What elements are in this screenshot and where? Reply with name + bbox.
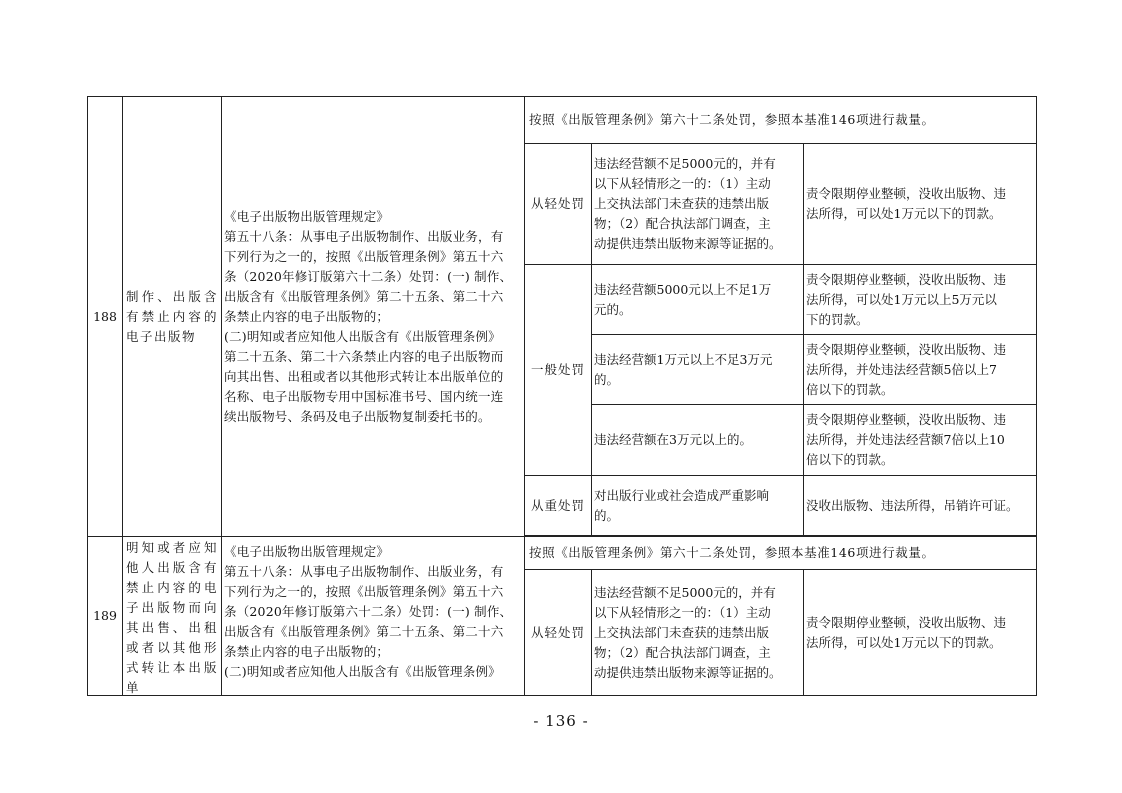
violation-condition: 违法经营额不足5000元的，并有 以下从轻情形之一的：（1）主动 上交执法部门未查获的违禁出版 物；（2）配合执法部门调查，主 动提供违禁出版物来源等证据的。 bbox=[592, 144, 804, 265]
penalty-measure: 责令限期停业整顿，没收出版物、违 法所得，并处违法经营额7倍以上10 倍以下的罚款。 bbox=[804, 405, 1037, 476]
penalty-measure: 没收出版物、违法所得，吊销许可证。 bbox=[804, 476, 1037, 536]
violation-name: 制作、出版含有禁止内容的电子出版物 bbox=[123, 97, 222, 537]
penalty-category: 从重处罚 bbox=[525, 476, 592, 536]
penalty-standards-table bbox=[87, 96, 1037, 696]
penalty-rule: 按照《出版管理条例》第六十二条处罚，参照本基准146项进行裁量。 bbox=[525, 97, 1037, 144]
violation-condition: 违法经营额在3万元以上的。 bbox=[592, 405, 804, 476]
table-row bbox=[88, 537, 1037, 570]
violation-condition: 违法经营额1万元以上不足3万元 的。 bbox=[592, 335, 804, 405]
penalty-category: 从轻处罚 bbox=[525, 570, 592, 696]
penalty-category: 从轻处罚 bbox=[525, 144, 592, 265]
penalty-measure: 责令限期停业整顿，没收出版物、违 法所得，可以处1万元以下的罚款。 bbox=[804, 144, 1037, 265]
penalty-measure: 责令限期停业整顿，没收出版物、违 法所得，可以处1万元以上5万元以 下的罚款。 bbox=[804, 265, 1037, 335]
legal-basis: 《电子出版物出版管理规定》 第五十八条：从事电子出版物制作、出版业务，有 下列行为之一的，按照《出版管理条例》第五十六 条（2020年修订版第六十二条）处罚：(一) 制作、 出版含有《出版管理条例》第二十五条、第二十六 条禁止内容的电子出版物的； (二)明知或者应知他人出版含有《出版管理条例》 第二十五条、第二十六条禁止内容的电子出版物而 向其出售、出租或者以其他形式转让本出版单位的 名称、电子出版物专用中国标准书号、国内统一连 续出版物号、条码及电子出版物复制委托书的。 bbox=[222, 97, 525, 537]
page-number: - 136 - bbox=[533, 712, 589, 730]
item-number: 189 bbox=[88, 537, 123, 696]
penalty-measure: 责令限期停业整顿，没收出版物、违 法所得，并处违法经营额5倍以上7 倍以下的罚款。 bbox=[804, 335, 1037, 405]
penalty-measure: 责令限期停业整顿，没收出版物、违 法所得，可以处1万元以下的罚款。 bbox=[804, 570, 1037, 696]
legal-basis: 《电子出版物出版管理规定》 第五十八条：从事电子出版物制作、出版业务，有 下列行为之一的，按照《出版管理条例》第五十六 条（2020年修订版第六十二条）处罚：(一) 制作、 出版含有《出版管理条例》第二十五条、第二十六 条禁止内容的电子出版物的； (二)明知或者应知他人出版含有《出版管理条例》 bbox=[222, 537, 525, 696]
table-row bbox=[88, 97, 1037, 144]
violation-name: 明知或者应知他人出版含有禁止内容的电子出版物而向其出售、出租或者以其他形式转让本出版单 bbox=[123, 537, 222, 696]
violation-condition: 违法经营额5000元以上不足1万 元的。 bbox=[592, 265, 804, 335]
penalty-rule: 按照《出版管理条例》第六十二条处罚，参照本基准146项进行裁量。 bbox=[525, 537, 1037, 570]
item-number: 188 bbox=[88, 97, 123, 537]
violation-condition: 对出版行业或社会造成严重影响 的。 bbox=[592, 476, 804, 536]
violation-condition: 违法经营额不足5000元的，并有 以下从轻情形之一的：（1）主动 上交执法部门未查获的违禁出版 物；（2）配合执法部门调查，主 动提供违禁出版物来源等证据的。 bbox=[592, 570, 804, 696]
penalty-category: 一般处罚 bbox=[525, 265, 592, 476]
